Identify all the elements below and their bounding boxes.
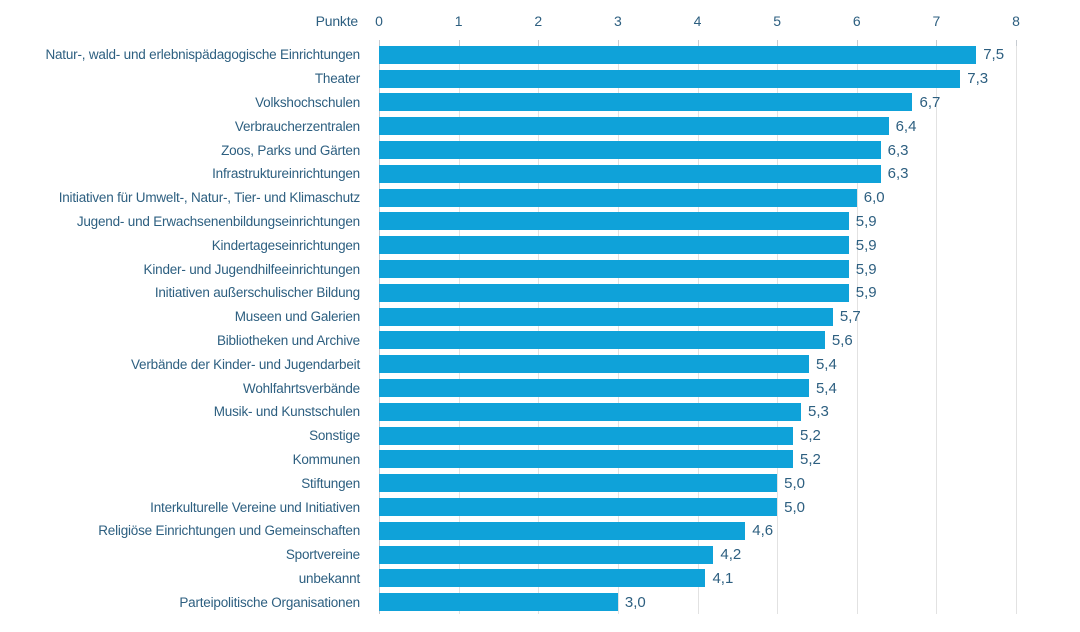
- bar-track: [379, 471, 1016, 495]
- bar-track: [379, 138, 1016, 162]
- bar-track: [379, 162, 1016, 186]
- chart-row: [0, 257, 1080, 281]
- x-axis-tick-label: 4: [693, 13, 702, 29]
- category-label: Bibliotheken und Archive: [216, 332, 360, 348]
- value-label: 5,9: [855, 236, 877, 254]
- category-label: Theater: [314, 71, 360, 87]
- bar-track: [379, 257, 1016, 281]
- chart-row: [0, 305, 1080, 329]
- value-label: 5,9: [855, 212, 877, 230]
- value-label: 5,9: [855, 284, 877, 302]
- chart-row: [0, 43, 1080, 67]
- category-label: Jugend- und Erwachsenenbildungseinrichtungen: [76, 213, 360, 229]
- value-label: 5,3: [808, 403, 829, 421]
- value-label: 6,7: [919, 93, 941, 111]
- chart-row: [0, 329, 1080, 353]
- bar-track: [379, 352, 1016, 376]
- chart-row: [0, 471, 1080, 495]
- bar-track: [379, 590, 1016, 614]
- value-label: 6,4: [895, 117, 917, 135]
- bar-track: [379, 376, 1016, 400]
- category-label: Initiativen außerschulischer Bildung: [154, 285, 360, 301]
- bar: [379, 70, 960, 88]
- bar: [379, 93, 912, 111]
- category-label: Kommunen: [292, 451, 360, 467]
- bar-track: [379, 281, 1016, 305]
- category-label: unbekannt: [298, 570, 360, 586]
- bar: [379, 189, 857, 207]
- bar: [379, 284, 849, 302]
- value-label: 6,3: [887, 165, 909, 183]
- bar-track: [379, 233, 1016, 257]
- chart-row: [0, 91, 1080, 115]
- category-label: Natur-, wald- und erlebnispädagogische Einrichtungen: [45, 47, 360, 63]
- category-label: Verbände der Kinder- und Jugendarbeit: [130, 356, 360, 372]
- bar: [379, 212, 849, 230]
- chart-row: [0, 114, 1080, 138]
- category-label: Volkshochschulen: [255, 94, 360, 110]
- bar-track: [379, 495, 1016, 519]
- x-axis-tick-label: 0: [375, 13, 383, 29]
- bar-track: [379, 567, 1016, 591]
- bar: [379, 379, 809, 397]
- bar: [379, 308, 833, 326]
- chart-row: [0, 138, 1080, 162]
- chart-rows: [0, 43, 1080, 614]
- value-label: 4,2: [720, 546, 742, 564]
- value-label: 5,2: [800, 450, 821, 468]
- bar: [379, 355, 809, 373]
- category-label: Sonstige: [309, 428, 360, 444]
- bar-track: [379, 67, 1016, 91]
- bar: [379, 498, 777, 516]
- x-axis-title: Punkte: [315, 13, 358, 29]
- category-label: Kinder- und Jugendhilfeeinrichtungen: [143, 261, 360, 277]
- value-label: 5,9: [855, 260, 877, 278]
- x-axis-tick-label: 2: [534, 13, 543, 29]
- category-label: Musik- und Kunstschulen: [213, 404, 360, 420]
- category-label: Kindertageseinrichtungen: [211, 237, 360, 253]
- value-label: 5,4: [815, 379, 837, 397]
- category-label: Museen und Galerien: [234, 309, 360, 325]
- value-label: 4,1: [712, 569, 734, 587]
- bar: [379, 165, 881, 183]
- chart-row: [0, 495, 1080, 519]
- chart-row: [0, 210, 1080, 234]
- category-label: Zoos, Parks und Gärten: [221, 142, 360, 158]
- x-axis-tick-label: 7: [932, 13, 941, 29]
- bar-track: [379, 210, 1016, 234]
- category-label: Initiativen für Umwelt-, Natur-, Tier- und Klimaschutz: [58, 190, 360, 206]
- category-label: Parteipolitische Organisationen: [179, 594, 360, 610]
- bar-track: [379, 186, 1016, 210]
- bar: [379, 474, 777, 492]
- value-label: 7,3: [967, 70, 989, 88]
- category-label: Verbraucherzentralen: [234, 118, 360, 134]
- bar-track: [379, 400, 1016, 424]
- bar: [379, 403, 801, 421]
- bar: [379, 331, 825, 349]
- bar-track: [379, 305, 1016, 329]
- category-label: Stiftungen: [301, 475, 360, 491]
- value-label: 5,7: [839, 308, 861, 326]
- chart-row: [0, 590, 1080, 614]
- value-label: 6,0: [863, 189, 885, 207]
- chart-row: [0, 519, 1080, 543]
- value-label: 5,2: [800, 427, 821, 445]
- chart-row: [0, 162, 1080, 186]
- x-axis-tick-label: 1: [454, 13, 463, 29]
- category-label: Religiöse Einrichtungen und Gemeinschaften: [98, 523, 360, 539]
- bar: [379, 141, 881, 159]
- chart-row: [0, 400, 1080, 424]
- category-label: Interkulturelle Vereine und Initiativen: [150, 499, 360, 515]
- value-label: 5,6: [831, 331, 853, 349]
- chart-row: [0, 67, 1080, 91]
- value-label: 7,5: [983, 46, 1005, 64]
- bar: [379, 450, 793, 468]
- bar: [379, 427, 793, 445]
- value-label: 5,0: [784, 498, 805, 516]
- chart-row: [0, 233, 1080, 257]
- chart-row: [0, 376, 1080, 400]
- chart-row: [0, 352, 1080, 376]
- bar: [379, 593, 618, 611]
- category-label: Sportvereine: [285, 547, 360, 563]
- bar: [379, 522, 745, 540]
- x-axis-tick-label: 3: [613, 13, 622, 29]
- x-axis-tick-label: 8: [1012, 13, 1020, 29]
- chart-row: [0, 448, 1080, 472]
- chart-row: [0, 424, 1080, 448]
- bar-track: [379, 519, 1016, 543]
- bar: [379, 260, 849, 278]
- bar-track: [379, 448, 1016, 472]
- bar: [379, 546, 713, 564]
- chart-row: [0, 186, 1080, 210]
- value-label: 4,6: [752, 522, 774, 540]
- value-label: 3,0: [624, 593, 646, 611]
- x-axis-tick-label: 6: [852, 13, 861, 29]
- bar-track: [379, 329, 1016, 353]
- bar: [379, 46, 976, 64]
- category-label: Infrastruktureinrichtungen: [212, 166, 360, 182]
- bar-track: [379, 543, 1016, 567]
- bar-track: [379, 43, 1016, 67]
- category-label: Wohlfahrtsverbände: [243, 380, 360, 396]
- bar-track: [379, 424, 1016, 448]
- bar-track: [379, 114, 1016, 138]
- value-label: 5,0: [784, 474, 805, 492]
- bar-track: [379, 91, 1016, 115]
- chart-row: [0, 281, 1080, 305]
- chart-row: [0, 567, 1080, 591]
- bar: [379, 117, 889, 135]
- value-label: 6,3: [887, 141, 909, 159]
- bar: [379, 569, 705, 587]
- bar: [379, 236, 849, 254]
- x-axis-tick-label: 5: [773, 13, 782, 29]
- chart-row: [0, 543, 1080, 567]
- value-label: 5,4: [815, 355, 837, 373]
